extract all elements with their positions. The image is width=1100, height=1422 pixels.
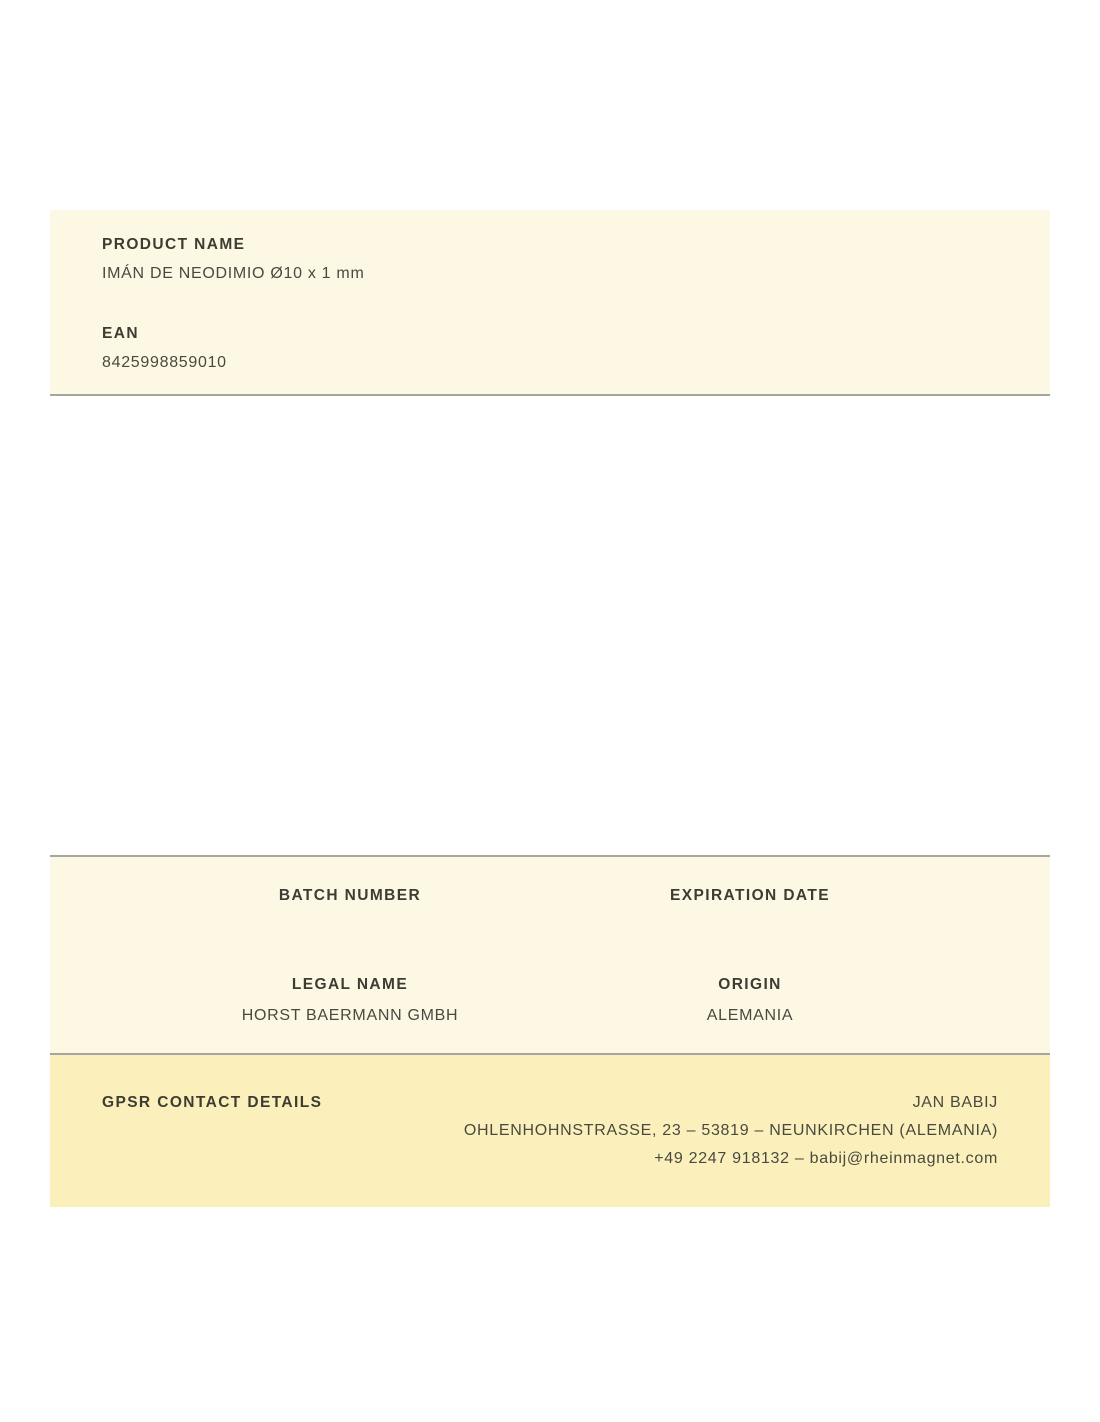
product-info-panel	[50, 210, 1050, 396]
contact-phone-email: +49 2247 918132 – babij@rheinmagnet.com	[654, 1150, 998, 1167]
origin-value: ALEMANIA	[706, 1007, 794, 1024]
legal-name-label: LEGAL NAME	[291, 976, 409, 993]
expiration-date-value	[550, 917, 950, 936]
field-legal-name	[150, 976, 550, 1025]
batch-origin-grid	[150, 887, 950, 1025]
batch-number-label: BATCH NUMBER	[278, 887, 422, 904]
origin-label: ORIGIN	[718, 976, 782, 993]
field-batch-number	[150, 887, 550, 936]
gpsr-contact-panel	[50, 1055, 1050, 1207]
field-product-name	[102, 236, 998, 283]
expiration-date-label: EXPIRATION DATE	[670, 887, 830, 904]
batch-number-value	[150, 917, 550, 936]
ean-label: EAN	[102, 325, 139, 342]
field-origin	[550, 976, 950, 1025]
gpsr-contact-block	[464, 1089, 998, 1173]
legal-name-value: HORST BAERMANN GMBH	[241, 1007, 459, 1024]
batch-origin-panel	[50, 855, 1050, 1055]
contact-address: OHLENHOHNSTRASSE, 23 – 53819 – NEUNKIRCHEN (ALEMANIA)	[463, 1122, 998, 1139]
contact-person-name: JAN BABIJ	[912, 1094, 998, 1111]
ean-value: 8425998859010	[102, 354, 227, 371]
field-ean	[102, 325, 998, 372]
product-name-label: PRODUCT NAME	[102, 236, 246, 253]
field-expiration-date	[550, 887, 950, 936]
product-name-value: IMÁN DE NEODIMIO Ø10 x 1 mm	[102, 265, 365, 282]
gpsr-contact-label: GPSR CONTACT DETAILS	[102, 1094, 323, 1111]
